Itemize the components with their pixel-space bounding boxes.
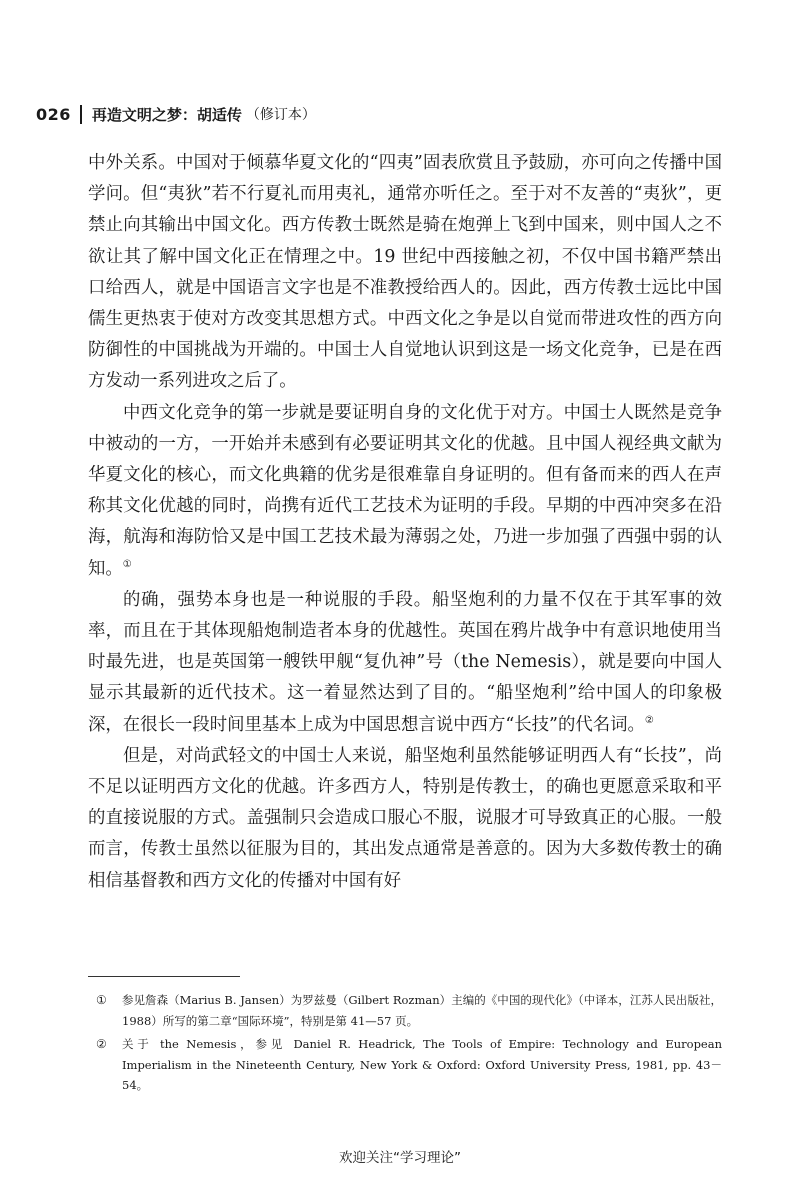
footnote-2: [96, 1034, 722, 1096]
paragraph-4-text: 但是，对尚武轻文的中国士人来说，船坚炮利虽然能够证明西人有“长技”，尚不足以证明西方文化的优越。许多西方人，特别是传教士，的确也更愿意采取和平的直接说服的方式。盖强制只会造成口服心不服，说服才可导致真正的心服。一般而言，传教士虽然以征服为目的，其出发点通常是善意的。因为大多数传教士的确相信基督教和西方文化的传播对中国有好: [88, 745, 722, 891]
header-divider: [80, 105, 82, 124]
footnote-1-text: 参见詹森（Marius B. Jansen）为罗兹曼（Gilbert Rozman）主编的《中国的现代化》（中译本，江苏人民出版社，1988）所写的第二章“国际环境”，特别是第 41—57 页。: [122, 993, 722, 1028]
footnote-2-mark: ②: [96, 1037, 107, 1051]
footnote-ref-1[interactable]: ①: [122, 558, 132, 570]
book-title: 再造文明之梦：胡适传: [91, 105, 242, 124]
paragraph-4: [88, 741, 722, 897]
footnotes: [96, 990, 722, 1099]
body-text: [88, 148, 722, 897]
footnote-1: [96, 990, 722, 1031]
page-number: 026: [36, 104, 71, 124]
paragraph-3: [88, 585, 722, 741]
paragraph-3-text: 的确，强势本身也是一种说服的手段。船坚炮利的力量不仅在于其军事的效率，而且在于其体现船炮制造者本身的优越性。英国在鸦片战争中有意识地使用当时最先进，也是英国第一艘铁甲舰“复仇神”号（the Nemesis），就是要向中国人显示其最新的近代技术。这一着显然达到了目的。“船坚炮利”给中国人的印象极深，在很长一段时间里基本上成为中国思想言说中西方“长技”的代名词。: [88, 589, 722, 735]
footnote-1-mark: ①: [96, 993, 107, 1007]
paragraph-2-text: 中西文化竞争的第一步就是要证明自身的文化优于对方。中国士人既然是竞争中被动的一方，一开始并未感到有必要证明其文化的优越。且中国人视经典文献为华夏文化的核心，而文化典籍的优劣是很难靠自身证明的。但有备而来的西人在声称其文化优越的同时，尚携有近代工艺技术为证明的手段。早期的中西冲突多在沿海，航海和海防恰又是中国工艺技术最为薄弱之处，乃进一步加强了西强中弱的认知。: [88, 402, 722, 579]
book-edition: （修订本）: [245, 107, 316, 123]
paragraph-2: [88, 398, 722, 585]
paragraph-1: [88, 148, 722, 398]
paragraph-1-text: 中外关系。中国对于倾慕华夏文化的“四夷”固表欣赏且予鼓励，亦可向之传播中国学问。但“夷狄”若不行夏礼而用夷礼，通常亦听任之。至于对不友善的“夷狄”，更禁止向其输出中国文化。西方传教士既然是骑在炮弹上飞到中国来，则中国人之不欲让其了解中国文化正在情理之中。19 世纪中西接触之初，不仅中国书籍严禁出口给西人，就是中国语言文字也是不准教授给西人的。因此，西方传教士远比中国儒生更热衷于使对方改变其思想方式。中西文化之争是以自觉而带进攻性的西方向防御性的中国挑战为开端的。中国士人自觉地认识到这是一场文化竞争，已是在西方发动一系列进攻之后了。: [88, 153, 722, 392]
footnote-rule: [88, 976, 240, 977]
footnote-ref-2[interactable]: ②: [644, 714, 654, 726]
running-header: [36, 103, 316, 125]
footnote-2-text: 关于 the Nemesis，参见 Daniel R. Headrick, The Tools of Empire: Technology and European Imperialism in the Nineteenth Century, New York & Oxford: Oxford University Press, 1981, pp. 43－54。: [122, 1037, 722, 1092]
page-footer: 欢迎关注“学习理论”: [339, 1150, 461, 1166]
